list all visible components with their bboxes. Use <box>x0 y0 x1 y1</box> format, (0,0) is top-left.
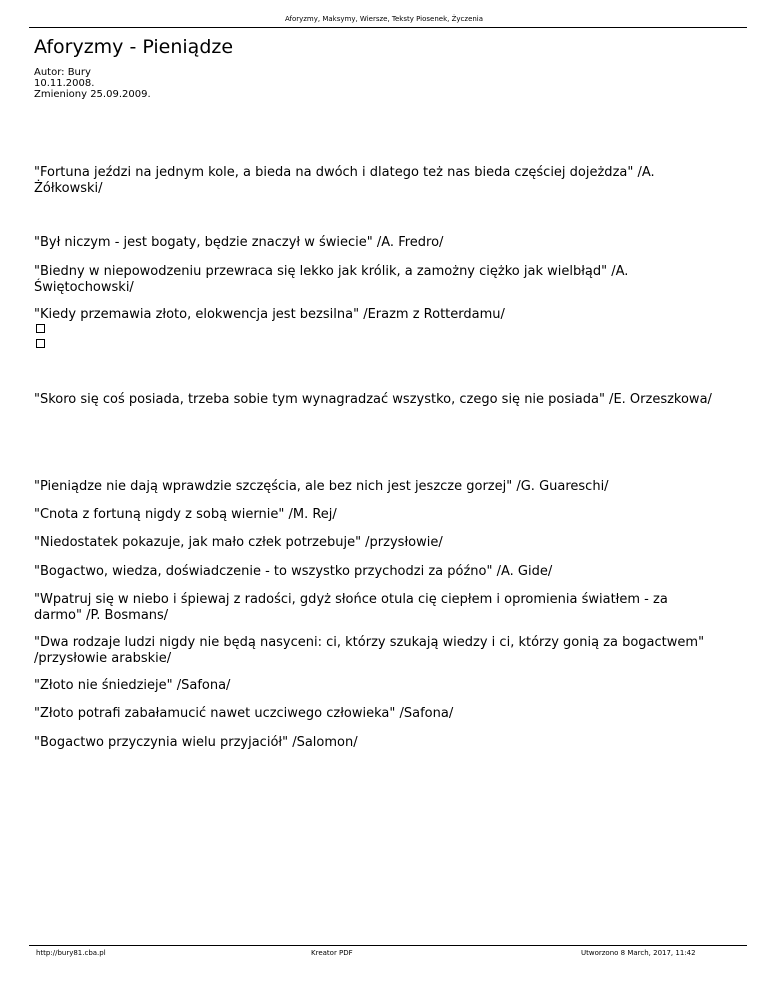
quote-item: "Cnota z fortuną nigdy z sobą wiernie" /M. Rej/ <box>34 507 337 522</box>
missing-glyph-box <box>36 339 45 348</box>
quote-item: "Wpatruj się w niebo i śpiewaj z radości, gdyż słońce otula cię ciepłem i opromienia światłem - za darmo" /P. Bosmans/ <box>34 592 668 623</box>
footer-divider <box>29 945 747 946</box>
quote-item: "Skoro się coś posiada, trzeba sobie tym wynagradzać wszystko, czego się nie posiada" /E. Orzeszkowa/ <box>34 392 712 407</box>
quote-item: "Dwa rodzaje ludzi nigdy nie będą nasyceni: ci, którzy szukają wiedzy i ci, którzy gonią za bogactwem" /przysłowie arabskie/ <box>34 635 705 666</box>
quote-item: "Bogactwo, wiedza, doświadczenie - to wszystko przychodzi za późno" /A. Gide/ <box>34 564 553 579</box>
page-header-tagline: Aforyzmy, Maksymy, Wiersze, Teksty Piosenek, Życzenia <box>284 15 484 23</box>
quote-item: "Kiedy przemawia złoto, elokwencja jest bezsilna" /Erazm z Rotterdamu/ <box>34 307 505 322</box>
quote-item: "Pieniądze nie dają wprawdzie szczęścia, ale bez nich jest jeszcze gorzej" /G. Guareschi/ <box>34 479 609 494</box>
header-divider <box>29 27 747 28</box>
quote-item: "Fortuna jeździ na jednym kole, a bieda na dwóch i dlatego też nas bieda częściej dojeżdza" /A. Żółkowski/ <box>34 165 655 196</box>
quote-item: "Niedostatek pokazuje, jak mało człek potrzebuje" /przysłowie/ <box>34 535 443 550</box>
date-modified: Zmieniony 25.09.2009. <box>34 89 151 100</box>
footer-created-date: Utworzono 8 March, 2017, 11:42 <box>581 949 696 957</box>
quote-item: "Bogactwo przyczynia wielu przyjaciół" /Salomon/ <box>34 735 358 750</box>
quote-item: "Biedny w niepowodzeniu przewraca się lekko jak królik, a zamożny ciężko jak wielbłąd" /A. Świętochowski/ <box>34 264 629 295</box>
footer-generator: Kreator PDF <box>311 949 353 957</box>
missing-glyph-box <box>36 324 45 333</box>
author-line: Autor: Bury <box>34 67 91 78</box>
footer-site-link[interactable]: http://bury81.cba.pl <box>36 949 106 957</box>
page-title: Aforyzmy - Pieniądze <box>34 36 234 58</box>
quote-item: "Złoto nie śniedzieje" /Safona/ <box>34 678 231 693</box>
date-created: 10.11.2008. <box>34 78 95 89</box>
quote-item: "Był niczym - jest bogaty, będzie znaczył w świecie" /A. Fredro/ <box>34 235 444 250</box>
quote-item: "Złoto potrafi zabałamucić nawet uczciwego człowieka" /Safona/ <box>34 706 454 721</box>
